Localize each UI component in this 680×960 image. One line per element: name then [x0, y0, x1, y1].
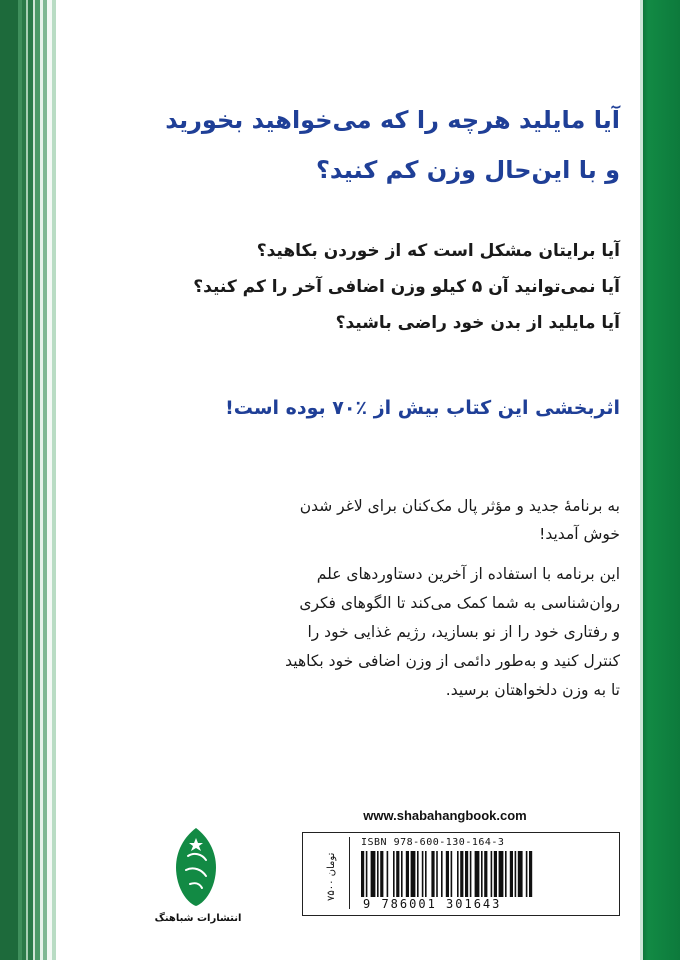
barcode-bar — [505, 851, 507, 897]
intro-line-1: به برنامهٔ جدید و مؤثر پال مک‌کنان برای لاغر شدن — [299, 497, 620, 515]
headline — [80, 95, 620, 195]
barcode-bar — [510, 851, 513, 897]
isbn-label: ISBN 978-600-130-164-3 — [361, 837, 505, 848]
body-line: کنترل کنید و به‌طور دائمی از وزن اضافی خود بکاهید — [285, 652, 620, 670]
barcode-bar — [460, 851, 463, 897]
barcode-bar — [380, 851, 383, 897]
body-line: روان‌شناسی به شما کمک می‌کند تا الگوهای فکری — [299, 594, 620, 612]
barcode-bar — [411, 851, 416, 897]
right-green-strip — [640, 0, 680, 960]
barcode-bar — [441, 851, 443, 897]
barcode-bar — [484, 851, 487, 897]
barcode-bar — [457, 851, 459, 897]
publisher-website: www.shabahangbook.com — [363, 808, 527, 823]
headline-line-2: و با این‌حال وزن کم کنید؟ — [315, 156, 620, 184]
barcode-bar — [393, 851, 395, 897]
barcode-bar — [494, 851, 497, 897]
price-label: ۷۵۰۰ تومان — [326, 852, 337, 901]
question-item: آیا نمی‌توانید آن ۵ کیلو وزن اضافی آخر را کم کنید؟ — [193, 277, 620, 297]
intro-paragraph — [115, 492, 620, 548]
barcode-bar — [366, 851, 368, 897]
barcode-bar — [446, 851, 449, 897]
barcode-bar — [422, 851, 424, 897]
publisher-name: انتشارات شباهنگ — [154, 913, 242, 924]
questions-list — [80, 233, 620, 341]
barcode-bar — [470, 851, 472, 897]
barcode-bar — [436, 851, 438, 897]
intro-line-2: خوش آمدید! — [539, 525, 620, 543]
body-line: و رفتاری خود را از نو بسازید، رژیم غذایی خود را — [307, 623, 620, 641]
barcode-bar — [451, 851, 453, 897]
barcode-bar — [387, 851, 389, 897]
barcode-bar — [431, 851, 434, 897]
question-item: آیا مایلید از بدن خود راضی باشید؟ — [335, 313, 620, 333]
barcode-bar — [401, 851, 403, 897]
body-line: این برنامه با استفاده از آخرین دستاوردهای علم — [316, 565, 620, 583]
barcode-bar — [515, 851, 517, 897]
barcode-bar — [396, 851, 399, 897]
barcode-bar — [529, 851, 532, 897]
barcode-bar — [465, 851, 468, 897]
question-item: آیا برایتان مشکل است که از خوردن بکاهید؟ — [256, 241, 620, 261]
barcode-bar — [526, 851, 528, 897]
barcode-bar — [377, 851, 379, 897]
barcode-bar — [425, 851, 427, 897]
barcode-bar — [499, 851, 504, 897]
left-decorative-stripes — [0, 0, 78, 960]
barcode-bar — [518, 851, 523, 897]
body-paragraph — [115, 560, 620, 705]
barcode-bar — [481, 851, 483, 897]
price-box — [307, 837, 350, 909]
efficacy-statement: اثربخشی این کتاب بیش از ٪۷۰ بوده است! — [225, 397, 620, 419]
barcode-bar — [491, 851, 493, 897]
barcode-box — [302, 832, 620, 916]
body-line: تا به وزن دلخواهتان برسید. — [445, 681, 620, 699]
publisher-logo-icon — [168, 826, 224, 908]
barcode-bar — [371, 851, 376, 897]
barcode-bar — [406, 851, 409, 897]
barcode-bar — [475, 851, 480, 897]
barcode-bar — [417, 851, 419, 897]
barcode-number: 9 786001 301643 — [363, 897, 502, 911]
barcode-graphic — [359, 851, 609, 897]
headline-line-1: آیا مایلید هرچه را که می‌خواهید بخورید — [165, 106, 620, 134]
barcode-bar — [361, 851, 364, 897]
